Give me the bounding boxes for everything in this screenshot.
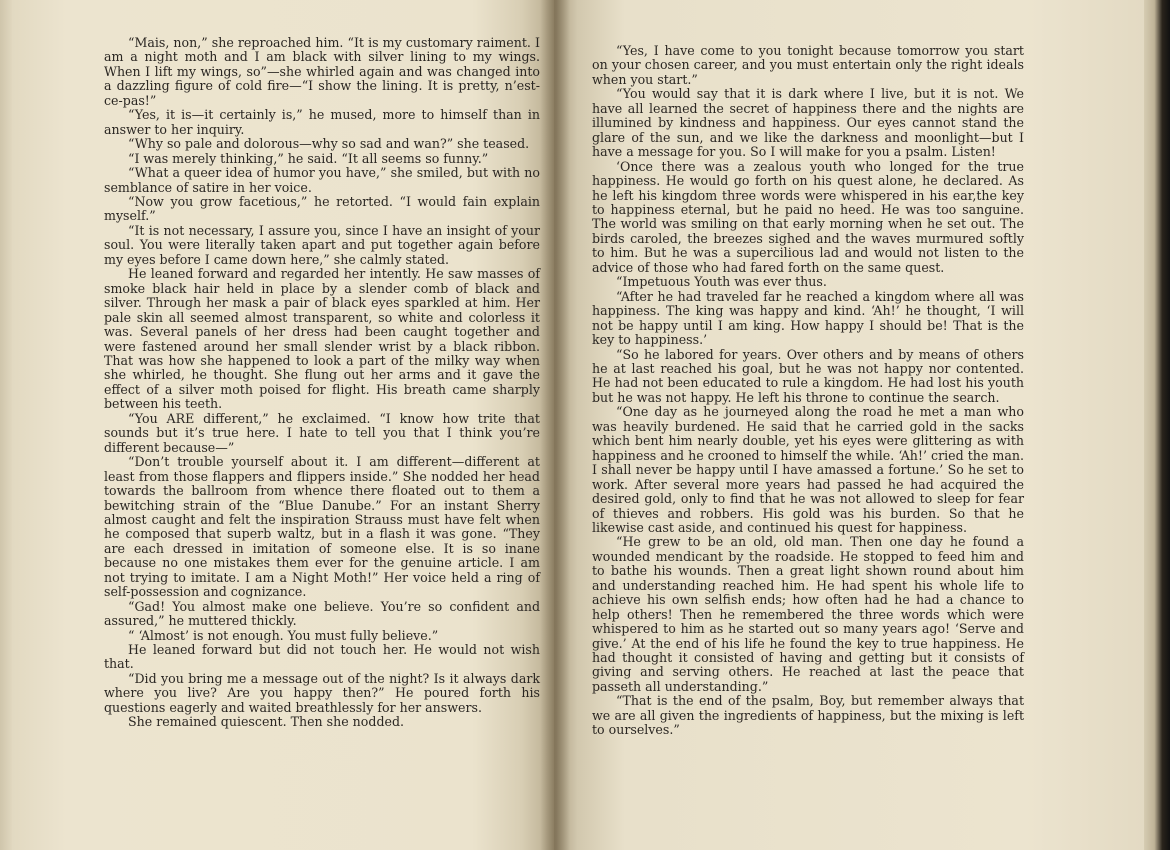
right-page bbox=[554, 0, 1144, 850]
paragraph: “You ARE different,” he exclaimed. “I know how trite that sounds but it’s true here. I hate to tell you that I think you’re different because—” bbox=[104, 410, 540, 455]
book-gutter bbox=[540, 0, 570, 850]
paragraph: “Impetuous Youth was ever thus. bbox=[616, 274, 827, 290]
paragraph: “One day as he journeyed along the road he met a man who was heavily burdened. He said that he carried gold in the sacks which bent him nearly double, yet his eyes were glittering as with happiness and he crooned to himself the while. ‘Ah!’ cried the man. I shall never be happy until I have amassed a fortune.’ So he set to work. After several more years had passed he had acquired the desired gold, only to find that he was not allowed to sleep for fear of thieves and robbers. His gold was his burden. So that he likewise cast aside, and continued his quest for happiness. bbox=[592, 404, 1024, 535]
paragraph: “He grew to be an old, old man. Then one day he found a wounded mendicant by the roadside. He stopped to feed him and to bathe his wounds. Then a great light shown round about him and understanding reached him. He had spent his whole life to achieve his own selfish ends; how often had he had a chance to help others! Then he remembered the three words which were whispered to him as he started out so many years ago! ‘Serve and give.’ At the end of his life he found the key to true happiness. He had thought it consisted of having and getting but it consists of giving and serving others. He reached at last the peace that passeth all understanding.” bbox=[592, 534, 1024, 694]
page-edge-right bbox=[1144, 0, 1170, 850]
page-edge-left bbox=[0, 0, 12, 850]
paragraph: ‘Once there was a zealous youth who longed for the true happiness. He would go forth on his quest alone, he declared. As he left his kingdom three words were whispered in his ear,the key to happiness eternal, but he paid no heed. He was too sanguine. The world was smiling on that early morning when he set out. The birds caroled, the breezes sighed and the waves murmured softly to him. But he was a supercilious lad and would not listen to the advice of those who had fared forth on the same quest. bbox=[592, 158, 1024, 275]
left-page bbox=[12, 0, 554, 850]
paragraph: “You would say that it is dark where I live, but it is not. We have all learned the secret of happiness there and the nights are illumined by kindness and happiness. Our eyes cannot stand the glare of the sun, and we like the darkness and moonlight—but I have a message for you. So I will make for you a psalm. Listen! bbox=[592, 86, 1024, 160]
right-page-text bbox=[592, 44, 1024, 738]
paragraph: “So he labored for years. Over others and by means of others he at last reached his goal, but he was not happy nor contented. He had not been educated to rule a kingdom. He had lost his youth but he was not happy. He left his throne to continue the search. bbox=[592, 346, 1024, 405]
paragraph: He leaned forward and regarded her intently. He saw masses of smoke black hair held in place by a slender comb of black and silver. Through her mask a pair of black eyes sparkled at him. Her pale skin all seemed almost transparent, so white and colorless it was. Several panels of her dress had been caught together and were fastened around her small slender wrist by a black ribbon. That was how she happened to look a part of the milky way when she whirled, he thought. She flung out her arms and it gave the effect of a silver moth poised for flight. His breath came sharply between his teeth. bbox=[104, 266, 540, 412]
paragraph: “Mais, non,” she reproached him. “It is my customary raiment. I am a night moth and I am black with silver lining to my wings. When I lift my wings, so”—she whirled again and was changed into a dazzling figure of cold fire—“I show the lining. It is pretty, n’est-ce-pas!” bbox=[104, 35, 540, 108]
paragraph: “Did you bring me a message out of the night? Is it always dark where you live? Are you happy then?” He poured forth his questions eagerly and waited breathlessly for her answers. bbox=[104, 670, 540, 715]
paragraph: “What a queer idea of humor you have,” she smiled, but with no semblance of satire in her voice. bbox=[104, 165, 540, 195]
paragraph: “After he had traveled far he reached a kingdom where all was happiness. The king was happy and kind. ‘Ah!’ he thought, ‘I will not be happy until I am king. How happy I should be! That is the key to happiness.’ bbox=[592, 288, 1024, 348]
paragraph: “I was merely thinking,” he said. “It all seems so funny.” bbox=[128, 150, 489, 166]
left-page-text bbox=[104, 36, 540, 730]
paragraph: “That is the end of the psalm, Boy, but remember always that we are all given the ingredients of happiness, but the mixing is left to ourselves.” bbox=[592, 693, 1024, 738]
paragraph: “Yes, I have come to you tonight because tomorrow you start on your chosen career, and you must entertain only the right ideals when you start.” bbox=[592, 43, 1024, 87]
paragraph: She remained quiescent. Then she nodded. bbox=[128, 714, 405, 730]
paragraph: “Now you grow facetious,” he retorted. “I would fain explain myself.” bbox=[104, 193, 540, 224]
paragraph: “Don’t trouble yourself about it. I am different—different at least from those flappers and flippers inside.” She nodded her head towards the ballroom from whence there floated out to them a bewitching strain of the “Blue Danube.” For an instant Sherry almost caught and felt the inspiration Strauss must have felt when he composed that superb waltz, but in a flash it was gone. “They are each dressed in imitation of someone else. It is so inane because no one mistakes them ever for the genuine article. I am not trying to imitate. I am a Night Moth!” Her voice held a ring of self-possession and cognizance. bbox=[104, 454, 540, 600]
paragraph: “Yes, it is—it certainly is,” he mused, more to himself than in answer to her inquiry. bbox=[104, 107, 540, 137]
paragraph: “Why so pale and dolorous—why so sad and wan?” she teased. bbox=[128, 136, 530, 152]
paragraph: “It is not necessary, I assure you, since I have an insight of your soul. You were literally taken apart and put together again before my eyes before I came down here,” she calmly stated. bbox=[104, 222, 540, 267]
paragraph: “Gad! You almost make one believe. You’re so confident and assured,” he muttered thickly. bbox=[104, 598, 540, 629]
paragraph: He leaned forward but did not touch her. He would not wish that. bbox=[104, 642, 540, 672]
paragraph: “ ‘Almost’ is not enough. You must fully believe.” bbox=[128, 627, 439, 643]
